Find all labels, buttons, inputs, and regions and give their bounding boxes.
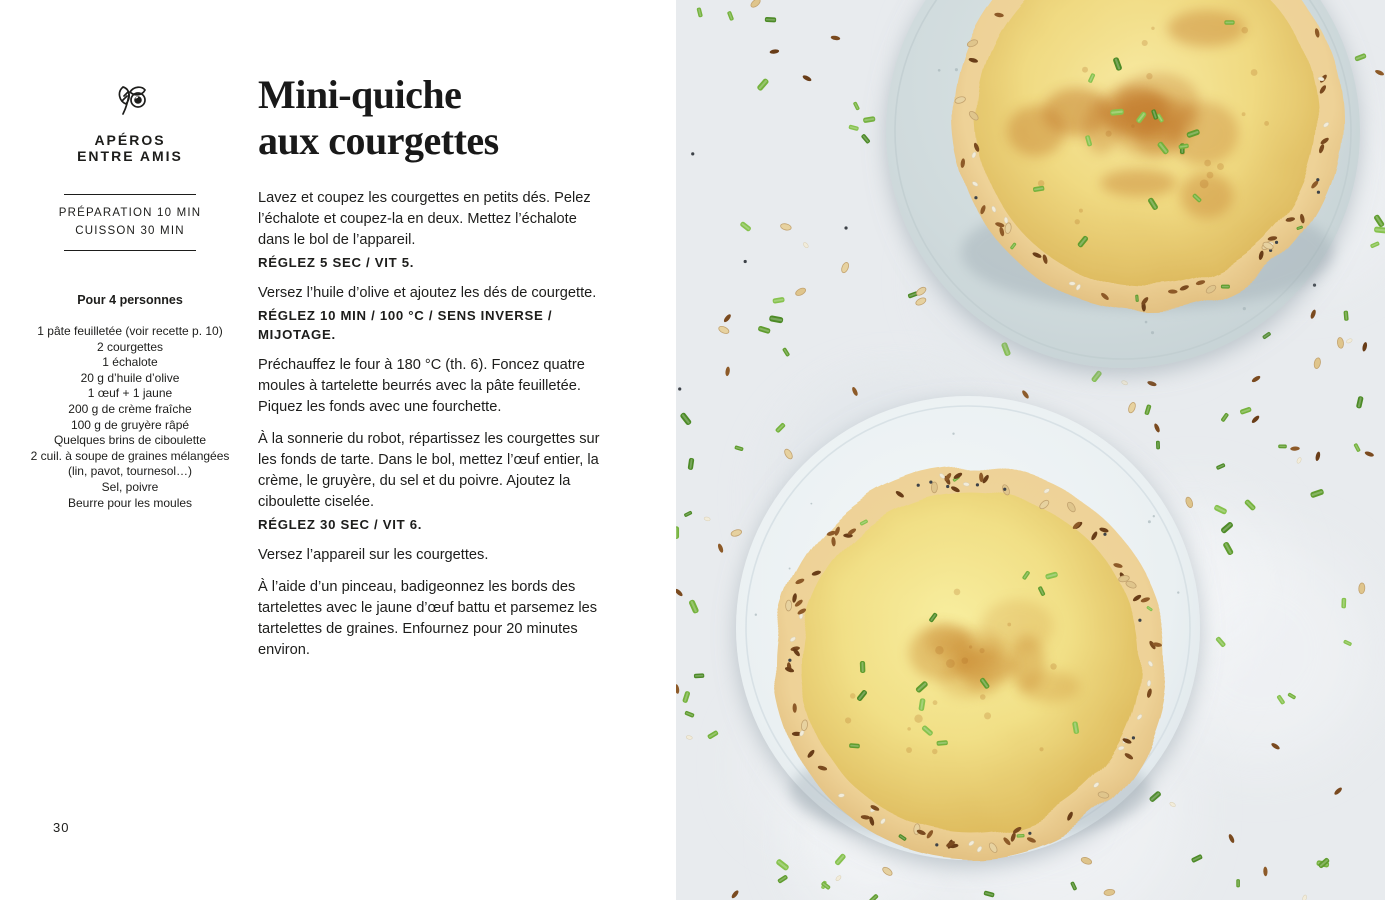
browned-speck — [1264, 121, 1269, 126]
robot-setting: RÉGLEZ 30 SEC / VIT 6. — [258, 517, 423, 532]
chive-piece — [765, 17, 777, 23]
rect — [1279, 446, 1286, 447]
browned-speck — [1241, 27, 1248, 34]
timing-block — [24, 195, 236, 250]
browned-speck — [1082, 67, 1088, 73]
recipe-main — [258, 72, 610, 672]
recipe-step — [258, 429, 610, 534]
step-text: Versez l’appareil sur les courgettes. — [258, 547, 489, 563]
chive-piece — [1156, 441, 1160, 450]
plate-speckle — [789, 568, 791, 570]
ingredient-line: 1 œuf + 1 jaune — [87, 386, 173, 401]
poppy-seed — [788, 659, 791, 662]
poppy-seed — [1103, 533, 1106, 536]
poppy-seed — [844, 226, 847, 229]
rect — [1343, 599, 1345, 607]
plate-speckle — [1243, 307, 1246, 310]
title-line1: Mini-quiche — [258, 72, 462, 117]
browned-speck — [1079, 209, 1083, 213]
browned-speck — [969, 645, 972, 648]
rect — [1157, 442, 1159, 449]
recipe-sidebar — [24, 84, 236, 511]
browned-speck — [1204, 160, 1211, 167]
recipe-step — [258, 188, 610, 272]
browned-patch — [1169, 102, 1239, 165]
step-text: Versez l’huile d’olive et ajoutez les dés de courgette. — [258, 285, 597, 301]
browned-speck — [1007, 623, 1011, 627]
plate-speckle — [1145, 321, 1148, 324]
plate-speckle — [755, 614, 757, 616]
ingredient-line: 1 pâte feuilletée (voir recette p. 10) — [37, 324, 223, 338]
ingredient-line: 1 échalote — [102, 355, 158, 370]
poppy-seed — [1317, 191, 1320, 194]
category-label — [24, 132, 236, 164]
browned-speck — [850, 693, 856, 699]
olive-sprig-icon — [111, 84, 149, 124]
robot-setting: RÉGLEZ 10 MIN / 100 °C / SENS INVERSE / MIJOTAGE. — [258, 308, 553, 342]
browned-speck — [1050, 663, 1056, 669]
poppy-seed — [1313, 283, 1316, 286]
title-line2: aux courgettes — [258, 118, 499, 163]
plate-speckle — [1153, 515, 1155, 517]
ingredient-line: 100 g de gruyère râpé — [70, 417, 190, 432]
page-number: 30 — [53, 820, 70, 835]
ingredient-line: 200 g de crème fraîche — [68, 401, 192, 416]
chive-piece — [1278, 444, 1287, 448]
chive-piece — [676, 526, 679, 538]
browned-patch — [1168, 10, 1246, 47]
chive-piece — [1135, 295, 1139, 302]
browned-speck — [1146, 73, 1152, 79]
quiche-photo-illustration — [676, 0, 1385, 900]
rect — [1222, 286, 1229, 288]
ingredient-line: (lin, pavot, tournesol…) — [67, 464, 193, 479]
quiche-bottom — [774, 466, 1166, 858]
chive-piece — [1221, 285, 1230, 289]
browned-speck — [962, 657, 969, 664]
browned-speck — [980, 694, 986, 700]
chive-piece — [936, 740, 948, 746]
category-line1: APÉROS — [94, 132, 166, 148]
plate-speckle — [938, 69, 941, 72]
poppy-seed — [976, 483, 979, 486]
sunflower-seed — [931, 482, 937, 493]
browned-speck — [979, 648, 984, 653]
browned-speck — [906, 747, 912, 753]
category-line2: ENTRE AMIS — [77, 148, 183, 164]
recipe-step — [258, 577, 610, 661]
browned-speck — [1151, 27, 1154, 30]
browned-speck — [1142, 40, 1148, 46]
step-text: À l’aide d’un pinceau, badigeonnez les bords des tartelettes avec le jaune d’œuf battu et parsemez les tartelettes de graines. Enfournez pour 20 minutes environ. — [258, 579, 598, 658]
browned-patch — [1007, 106, 1064, 157]
steps-list — [258, 188, 610, 661]
divider — [64, 250, 196, 251]
browned-speck — [1106, 131, 1112, 137]
poppy-seed — [691, 152, 694, 155]
poppy-seed — [917, 484, 920, 487]
plate-speckle — [1148, 520, 1151, 523]
browned-speck — [1131, 124, 1134, 127]
step-text: À la sonnerie du robot, répartissez les courgettes sur les fonds de tarte. Dans le bol, mettez l’œuf entier, la crème, le gruyère, du sel et du poivre. Ajoutez la ciboulette ciselée. — [258, 431, 600, 510]
browned-speck — [933, 700, 938, 705]
browned-speck — [845, 717, 851, 723]
recipe-step — [258, 545, 610, 566]
rect — [676, 527, 677, 537]
browned-speck — [914, 715, 922, 723]
sesame-seed — [1069, 282, 1075, 286]
rect — [861, 662, 863, 672]
browned-speck — [954, 589, 961, 596]
plate-speckle — [810, 503, 812, 505]
rect — [1237, 880, 1238, 886]
recipe-title — [258, 72, 610, 164]
poppy-seed — [1003, 488, 1006, 491]
browned-speck — [1242, 112, 1246, 116]
poppy-seed — [974, 196, 977, 199]
poppy-seed — [1138, 619, 1141, 622]
ingredient-line: 2 courgettes — [96, 339, 164, 354]
poppy-seed — [946, 485, 949, 488]
browned-speck — [907, 727, 911, 731]
chive-piece — [860, 661, 866, 673]
plate-speckle — [1151, 331, 1154, 334]
chive-piece — [694, 673, 705, 678]
browned-speck — [1038, 180, 1045, 187]
recipe-step — [258, 355, 610, 418]
browned-speck — [1200, 179, 1209, 188]
step-text: Préchauffez le four à 180 °C (th. 6). Foncez quatre moules à tartelette beurrés avec la pâte feuilletée. Piquez les fonds avec une fourchette. — [258, 357, 585, 415]
ingredients-list — [24, 324, 236, 511]
robot-setting: RÉGLEZ 5 SEC / VIT 5. — [258, 255, 415, 270]
poppy-seed — [1316, 178, 1319, 181]
chive-piece — [1236, 879, 1240, 887]
browned-speck — [935, 646, 943, 654]
browned-patch — [1100, 169, 1176, 197]
rect — [1225, 22, 1233, 24]
browned-patch — [1180, 172, 1233, 218]
recipe-photo — [676, 0, 1385, 900]
poppy-seed — [1275, 241, 1278, 244]
chive-piece — [1017, 834, 1025, 838]
poppy-seed — [935, 843, 938, 846]
chive-piece — [1224, 20, 1234, 25]
ingredient-line: 2 cuil. à soupe de graines mélangées — [30, 448, 230, 463]
chive-piece — [849, 743, 860, 748]
browned-patch — [953, 648, 1017, 682]
poppy-seed — [1028, 832, 1031, 835]
sunflower-seed — [1358, 583, 1365, 594]
browned-speck — [1251, 69, 1258, 76]
poppy-seed — [678, 387, 681, 390]
prep-time: PRÉPARATION 10 MIN — [58, 207, 202, 219]
ingredient-line: Quelques brins de ciboulette — [53, 433, 207, 448]
ingredient-line: Beurre pour les moules — [67, 495, 193, 510]
servings-label: Pour 4 personnes — [77, 293, 183, 307]
chive-piece — [1343, 310, 1348, 320]
cook-time: CUISSON 30 MIN — [75, 225, 185, 237]
plate-speckle — [952, 433, 954, 435]
chive-piece — [1341, 598, 1346, 609]
poppy-seed — [744, 260, 747, 263]
browned-speck — [932, 749, 937, 754]
poppy-seed — [1132, 736, 1135, 739]
browned-speck — [984, 712, 991, 719]
plate-speckle — [1177, 591, 1179, 593]
browned-speck — [1075, 219, 1080, 224]
browned-speck — [1039, 747, 1043, 751]
step-text: Lavez et coupez les courgettes en petits dés. Pelez l’échalote et coupez-la en deux. Mettez l’échalote dans le bol de l’appareil. — [258, 190, 591, 248]
plate-speckle — [955, 68, 958, 71]
sunflower-seed — [785, 600, 791, 611]
ingredient-line: Sel, poivre — [101, 479, 159, 494]
recipe-step — [258, 283, 610, 344]
browned-speck — [1217, 163, 1224, 170]
browned-speck — [1207, 172, 1214, 179]
browned-speck — [946, 659, 955, 668]
ingredient-line: 20 g d’huile d’olive — [80, 370, 180, 385]
